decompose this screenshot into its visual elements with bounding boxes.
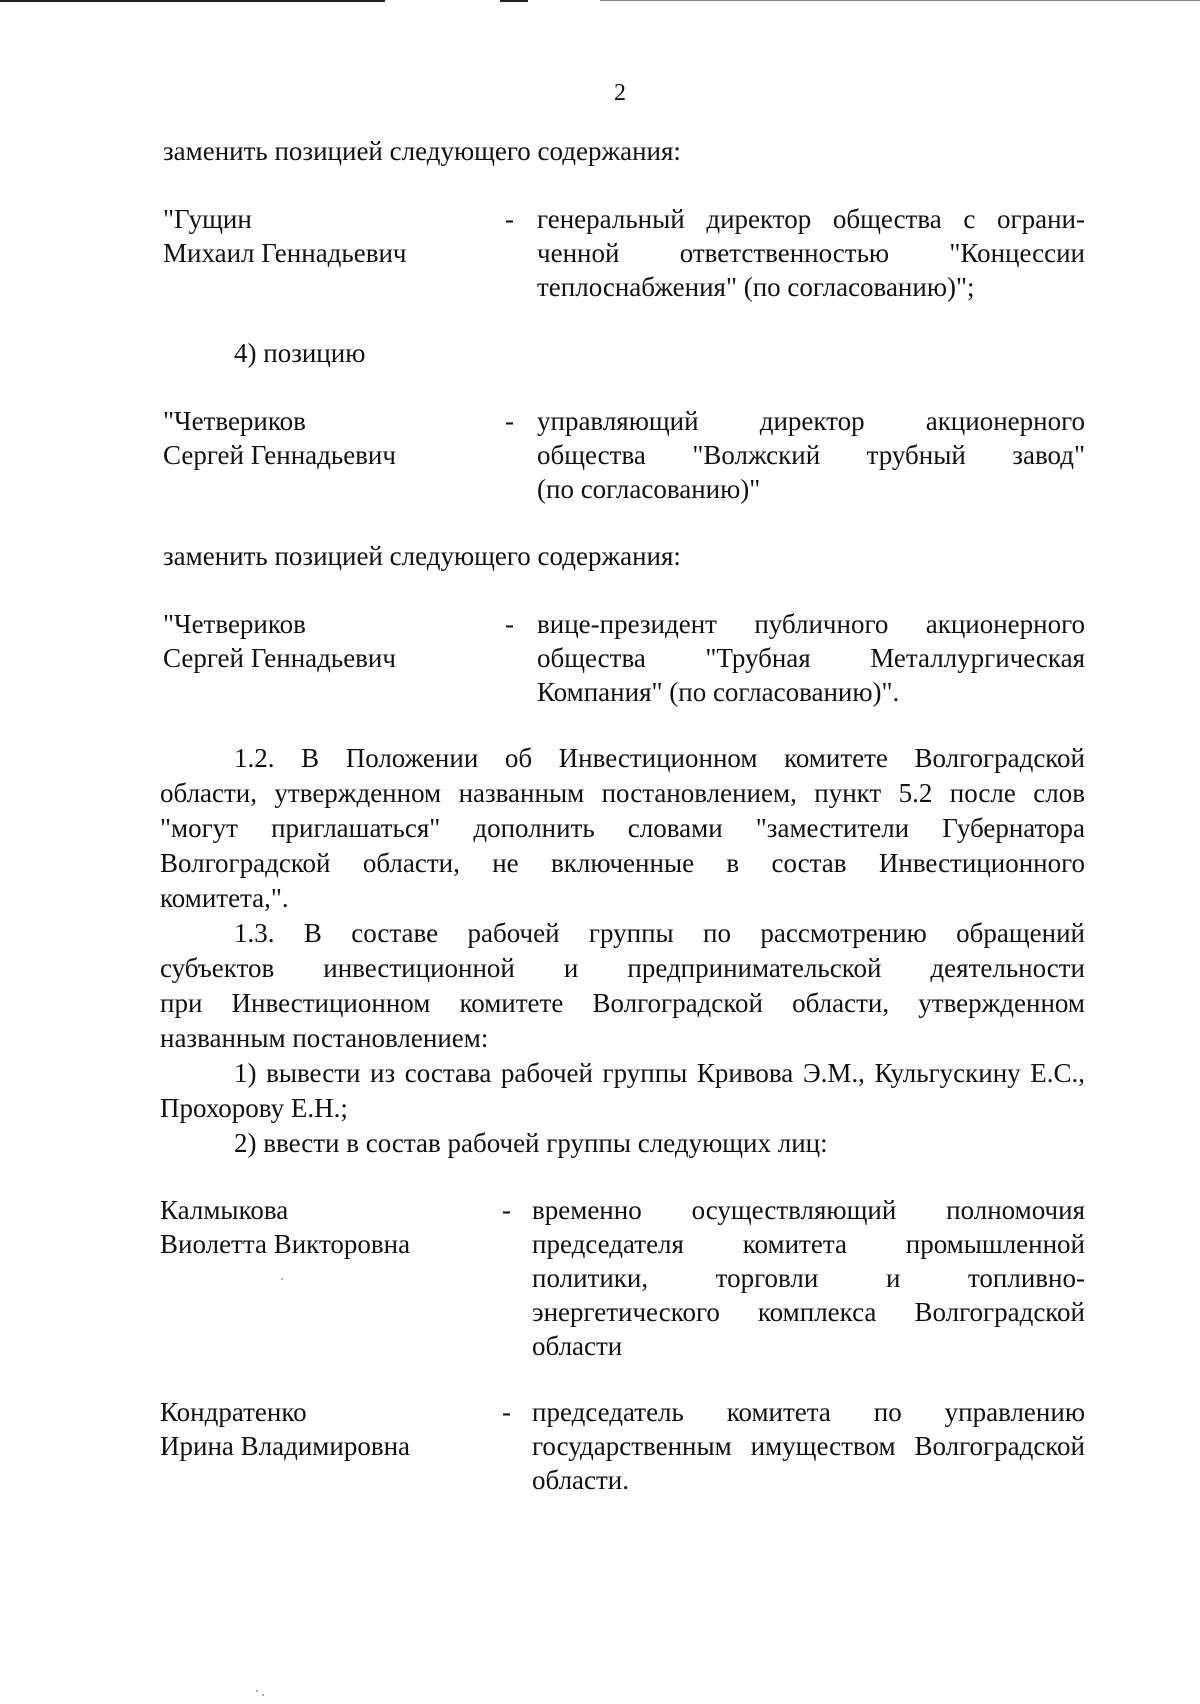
entry-desc-line: государственным имуществом Волгоградской	[532, 1431, 1085, 1461]
entry-desc-line: общества "Трубная Металлургическая	[537, 643, 1085, 673]
entry-dash: -	[502, 1397, 511, 1427]
entry-dash: -	[505, 609, 514, 639]
entry-desc-line: ченной ответственностью "Концессии	[537, 238, 1085, 268]
entry-desc-line: временно осуществляющий полномочия	[532, 1195, 1085, 1225]
entry-desc-line: управляющий директор акционерного	[537, 406, 1085, 436]
paragraph-line: Волгоградской области, не включенные в состав Инвестиционного	[160, 848, 1085, 878]
paragraph-line: комитета,".	[160, 883, 289, 913]
paragraph-line: "могут приглашаться" дополнить словами "заместители Губернатора	[160, 813, 1085, 843]
entry-desc-line: председатель комитета по управлению	[532, 1397, 1085, 1427]
entry-desc-line: вице-президент публичного акционерного	[537, 609, 1085, 639]
entry-name-line: Сергей Геннадьевич	[163, 440, 396, 470]
entry-dash: -	[505, 204, 514, 234]
intro-replace-1: заменить позицией следующего содержания:	[163, 136, 681, 166]
scan-speck	[262, 1694, 264, 1696]
entry-desc-line: области.	[532, 1465, 630, 1495]
entry-name-line: "Гущин	[163, 204, 252, 234]
entry-desc-line: генеральный директор общества с ограни-	[537, 204, 1085, 234]
entry-name-line: Сергей Геннадьевич	[163, 643, 396, 673]
entry-desc-line: Компания" (по согласованию)".	[537, 677, 900, 707]
entry-desc-line: области	[532, 1331, 623, 1361]
paragraph-line: Прохорову Е.Н.;	[160, 1093, 348, 1123]
paragraph-line: названным постановлением:	[160, 1023, 489, 1053]
entry-name-line: Кондратенко	[160, 1397, 307, 1427]
paragraph-line: 1) вывести из состава рабочей группы Кривова Э.М., Кульгускину Е.С.,	[234, 1058, 1085, 1088]
entry-desc-line: энергетического комплекса Волгоградской	[532, 1297, 1085, 1327]
entry-desc-line: политики, торговли и топливно-	[532, 1263, 1085, 1293]
paragraph-line: 1.3. В составе рабочей группы по рассмотрению обращений	[234, 918, 1085, 948]
paragraph-line: субъектов инвестиционной и предпринимательской деятельности	[160, 953, 1085, 983]
entry-dash: -	[502, 1195, 511, 1225]
entry-name-line: "Четвериков	[163, 609, 306, 639]
entry-name-line: Михаил Геннадьевич	[163, 238, 407, 268]
scan-speck	[256, 1690, 258, 1692]
entry-desc-line: (по согласованию)"	[537, 474, 761, 504]
page-number: 2	[614, 80, 626, 106]
entry-name-line: Ирина Владимировна	[160, 1431, 411, 1461]
entry-desc-line: общества "Волжский трубный завод"	[537, 440, 1085, 470]
item-4-heading: 4) позицию	[234, 338, 366, 368]
entry-desc-line: теплоснабжения" (по согласованию)";	[537, 272, 975, 302]
sub-item-2: 2) ввести в состав рабочей группы следующих лиц:	[234, 1128, 828, 1158]
entry-desc-line: председателя комитета промышленной	[532, 1229, 1085, 1259]
entry-dash: -	[505, 406, 514, 436]
entry-name-line: Виолетта Викторовна	[160, 1229, 411, 1259]
paragraph-line: при Инвестиционном комитете Волгоградской области, утвержденном	[160, 988, 1085, 1018]
paragraph-line: области, утвержденном названным постановлением, пункт 5.2 после слов	[160, 778, 1085, 808]
paragraph-line: 1.2. В Положении об Инвестиционном комитете Волгоградской	[234, 743, 1085, 773]
entry-name-line: Калмыкова	[160, 1195, 289, 1225]
scan-speck	[281, 1278, 283, 1280]
intro-replace-2: заменить позицией следующего содержания:	[163, 541, 681, 571]
entry-name-line: "Четвериков	[163, 406, 306, 436]
